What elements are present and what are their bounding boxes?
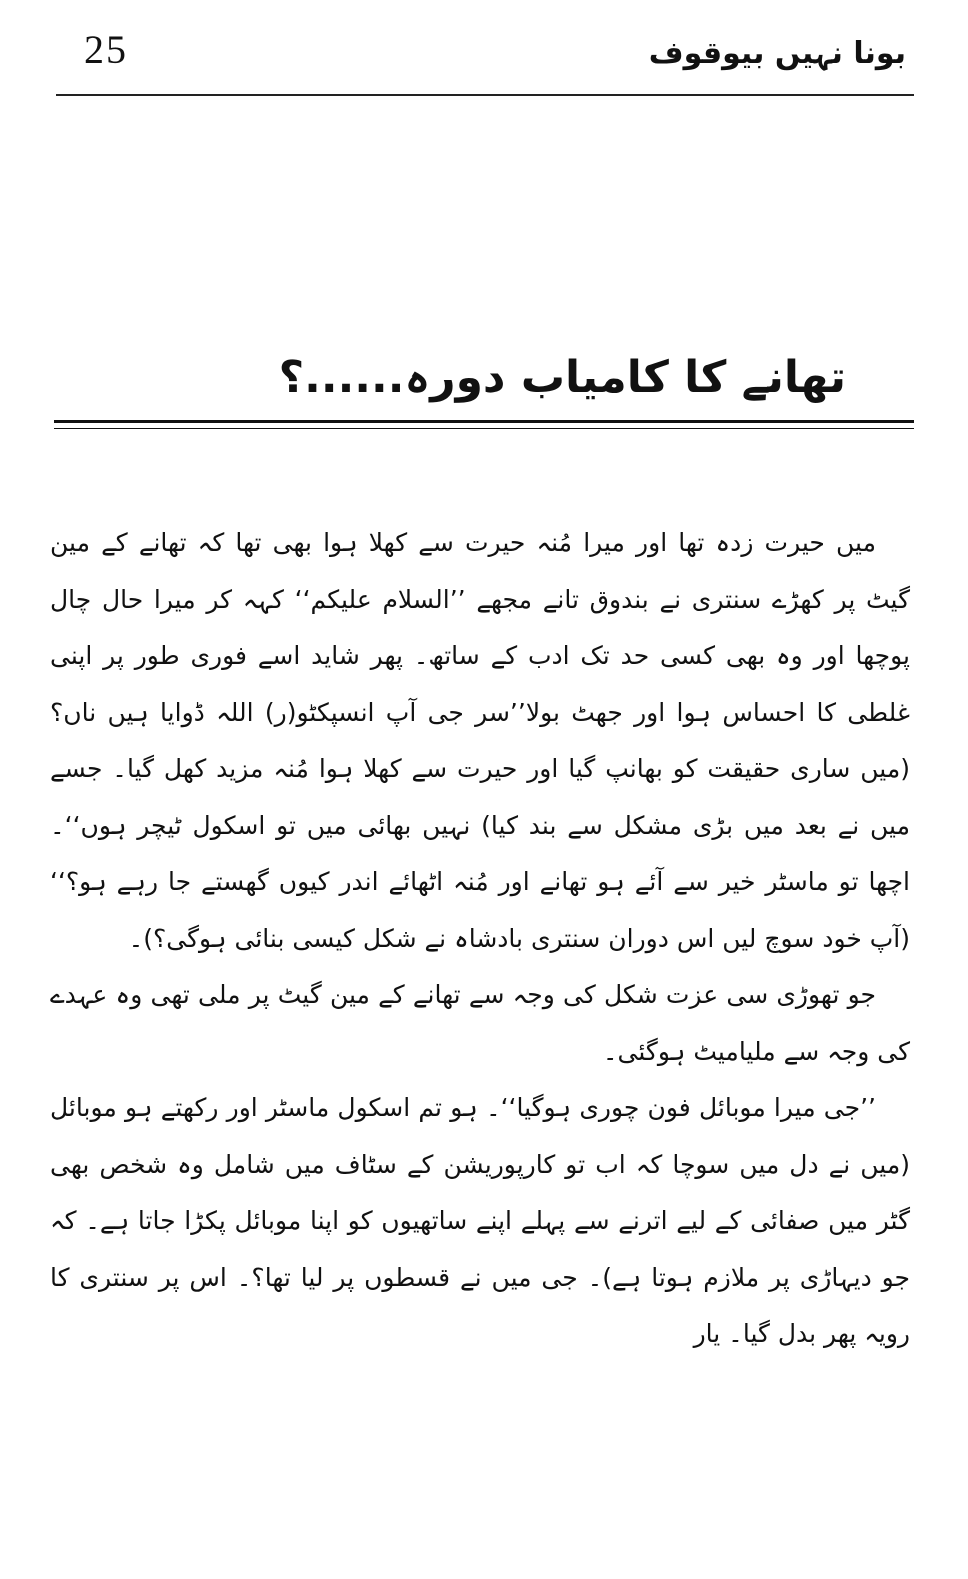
page-number: 25	[84, 27, 128, 72]
paragraph-3: ’’جی میرا موبائل فون چوری ہوگیا‘‘۔ ہو تم اسکول ماسٹر اور رکھتے ہو موبائل (میں نے دل میں سوچا کہ اب تو کارپوریشن کے سٹاف میں شامل وہ شخص بھی گٹر میں صفائی کے لیے اترنے سے پہلے اپنے ساتھیوں کو اپنا موبائل پکڑا جاتا ہے۔ کہ جو دیہاڑی پر ملازم ہوتا ہے)۔ جی میں نے قسطوں پر لیا تھا؟۔ اس پر سنتری کا رویہ پھر بدل گیا۔ یار	[50, 1093, 910, 1348]
paragraph-1: میں حیرت زدہ تھا اور میرا مُنہ حیرت سے کھلا ہوا بھی تھا کہ تھانے کے مین گیٹ پر کھڑے سنتری نے بندوق تانے مجھے ’’السلام علیکم‘‘ کہہ کر میرا حال چال پوچھا اور وہ بھی کسی حد تک ادب کے ساتھ۔ پھر شاید اسے فوری طور پر اپنی غلطی کا احساس ہوا اور جھٹ بولا’’سر جی آپ انسپکٹو(ر) اللہ ڈوایا ہیں ناں؟ (میں ساری حقیقت کو بھانپ گیا اور حیرت سے کھلا ہوا مُنہ مزید کھل گیا۔ جسے میں نے بعد میں بڑی مشکل سے بند کیا) نہیں بھائی میں تو اسکول ٹیچر ہوں‘‘۔ اچھا تو ماسٹر خیر سے آئے ہو تھانے اور مُنہ اٹھائے اندر کیوں گھستے جا رہے ہو؟‘‘ (آپ خود سوچ لیں اس دوران سنتری بادشاہ نے شکل کیسی بنائی ہوگی؟)۔	[50, 528, 910, 953]
header-rule	[56, 94, 914, 96]
body-text	[50, 515, 910, 1363]
chapter-title: تھانے کا کامیاب دورہ......؟	[278, 352, 846, 403]
paragraph-2: جو تھوڑی سی عزت شکل کی وجہ سے تھانے کے مین گیٹ پر ملی تھی وہ عہدے کی وجہ سے ملیامیٹ ہوگئی۔	[50, 980, 910, 1066]
title-rule-thick	[54, 420, 914, 423]
running-head: بونا نہیں بیوقوف	[648, 36, 906, 71]
title-rule-thin	[54, 428, 914, 429]
